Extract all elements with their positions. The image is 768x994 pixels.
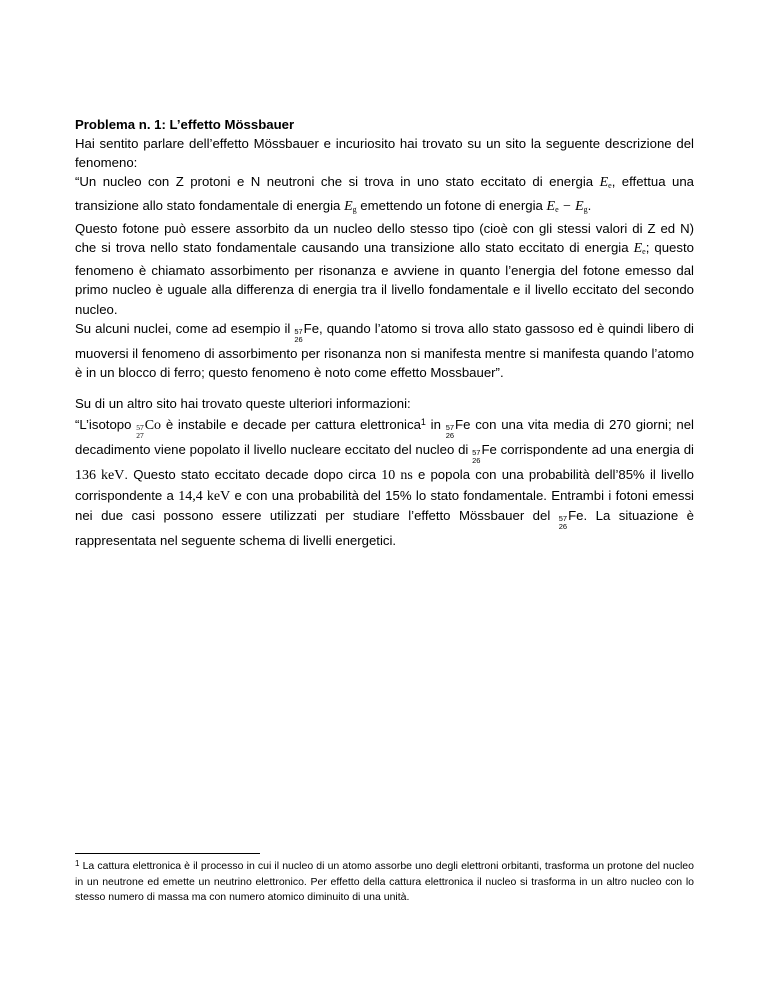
paragraph-absorption — [75, 219, 694, 319]
mass-number: 57 — [294, 326, 303, 336]
paragraph-iron — [75, 319, 694, 382]
atomic-number: 27 — [136, 431, 144, 441]
isotope-fe57 — [294, 319, 319, 344]
mass-number: 57 — [445, 423, 455, 433]
text: Su alcuni nuclei, come ad esempio il — [75, 320, 295, 336]
math-14-4kev: 14,4 keV — [178, 488, 231, 504]
math-subscript: e — [608, 181, 612, 191]
document-body — [75, 115, 694, 550]
atomic-number: 26 — [558, 521, 568, 531]
mass-number: 57 — [558, 513, 568, 523]
isotope-fe57 — [446, 415, 471, 440]
footnote-ref[interactable]: 1 — [420, 417, 426, 428]
text: Su di un altro sito hai trovato queste ulteriori informazioni: — [75, 396, 411, 412]
element-symbol: Co — [144, 418, 162, 434]
footnote-text: La cattura elettronica è il processo in cui il nucleo di un atomo assorbe uno degli elettroni orbitanti, trasforma un protone del nucleo in un neutrone ed emette un neutrino elettronico. Per effetto della cattura elettronica il nucleo si trasforma in un altro nucleo con lo stesso numero di massa ma con numero atomico diminuito di una unità. — [75, 860, 694, 903]
text: , effettua una transizione allo stato fondamentale di energia — [75, 174, 695, 213]
math-Ee — [634, 241, 646, 256]
math-subscript: e — [642, 247, 646, 257]
math-symbol: E — [344, 198, 353, 214]
math-Ee-minus-Eg — [547, 199, 588, 214]
element-symbol: Fe — [481, 442, 497, 458]
math-symbol: E — [546, 198, 556, 214]
paragraph-intro — [75, 134, 694, 172]
spacer — [75, 382, 694, 394]
isotope-co57 — [136, 416, 161, 440]
math-Eg — [344, 199, 357, 214]
text: Hai sentito parlare dell’effetto Mössbauer e incuriosito hai trovato su un sito la seguente descrizione del fenomeno: — [75, 136, 694, 171]
paragraph-nucleus — [75, 172, 694, 218]
math-10ns: 10 ns — [381, 468, 413, 484]
text: e con una probabilità del 15% lo stato fondamentale. Entrambi i fotoni emessi nei due casi possono essere utilizzati per studiare l’effetto Mössbauer del — [75, 487, 694, 523]
problem-title: Problema n. 1: L’effetto Mössbauer — [75, 117, 295, 132]
footnote-mark: 1 — [75, 859, 80, 868]
text: è instabile e decade per cattura elettronica — [161, 417, 421, 433]
text: Questo fotone può essere assorbito da un nucleo dello stesso tipo (cioè con gli stessi valori di Z ed N) che si trova nello stato fondamentale causando una transizione allo stato eccitato di energia — [75, 220, 694, 256]
math-subscript: g — [583, 204, 588, 214]
math-minus: − — [558, 198, 576, 214]
math-symbol: E — [599, 175, 609, 191]
text: con una vita media di 270 giorni; nel decadimento viene popolato il livello nucleare eccitato del nucleo di — [75, 417, 694, 458]
math-Ee — [600, 175, 612, 190]
isotope-fe57 — [559, 506, 584, 531]
math-136kev: 136 keV — [75, 468, 125, 484]
text: “Un nucleo con Z protoni e N neutroni che si trova in uno stato eccitato di energia — [75, 174, 600, 190]
mass-number: 57 — [136, 423, 144, 433]
element-symbol: Fe — [455, 417, 471, 433]
paragraph-other-site — [75, 394, 694, 413]
text: ; questo fenomeno è chiamato assorbimento per risonanza e avviene in quanto l’energia del fotone emesso dal primo nucleo è uguale alla differenza di energia tra il livello fondamentale e il livello eccitato del secondo nucleo. — [75, 240, 694, 317]
atomic-number: 26 — [294, 334, 303, 344]
element-symbol: Fe — [568, 507, 584, 523]
atomic-number: 26 — [445, 431, 455, 441]
element-symbol: Fe — [303, 320, 320, 336]
text: . Questo stato eccitato decade dopo circa — [124, 467, 382, 483]
footnote-separator — [75, 853, 260, 854]
text: . La situazione è rappresentata nel seguente schema di livelli energetici. — [75, 507, 694, 548]
text: . — [587, 197, 592, 213]
text: in — [425, 417, 446, 433]
atomic-number: 26 — [472, 456, 481, 466]
paragraph-cobalt — [75, 413, 694, 550]
footnote — [75, 856, 694, 906]
text: corrispondente ad una energia di — [496, 442, 694, 458]
isotope-fe57 — [472, 440, 497, 465]
math-subscript: e — [555, 204, 559, 214]
text: e popola con una probabilità dell’85% il livello corrispondente a — [75, 467, 694, 503]
math-symbol: E — [575, 198, 584, 214]
text: , quando l’atomo si trova allo stato gassoso ed è quindi libero di muoversi il fenomeno di assorbimento per risonanza non si manifesta mentre si manifesta quando l’atomo è in un blocco di ferro; questo fenomeno è noto come effetto Mossbauer”. — [75, 320, 694, 381]
mass-number: 57 — [472, 448, 481, 458]
math-symbol: E — [633, 241, 643, 257]
text: “L’isotopo — [75, 417, 137, 433]
math-subscript: g — [352, 204, 357, 214]
text: emettendo un fotone di energia — [356, 197, 547, 213]
